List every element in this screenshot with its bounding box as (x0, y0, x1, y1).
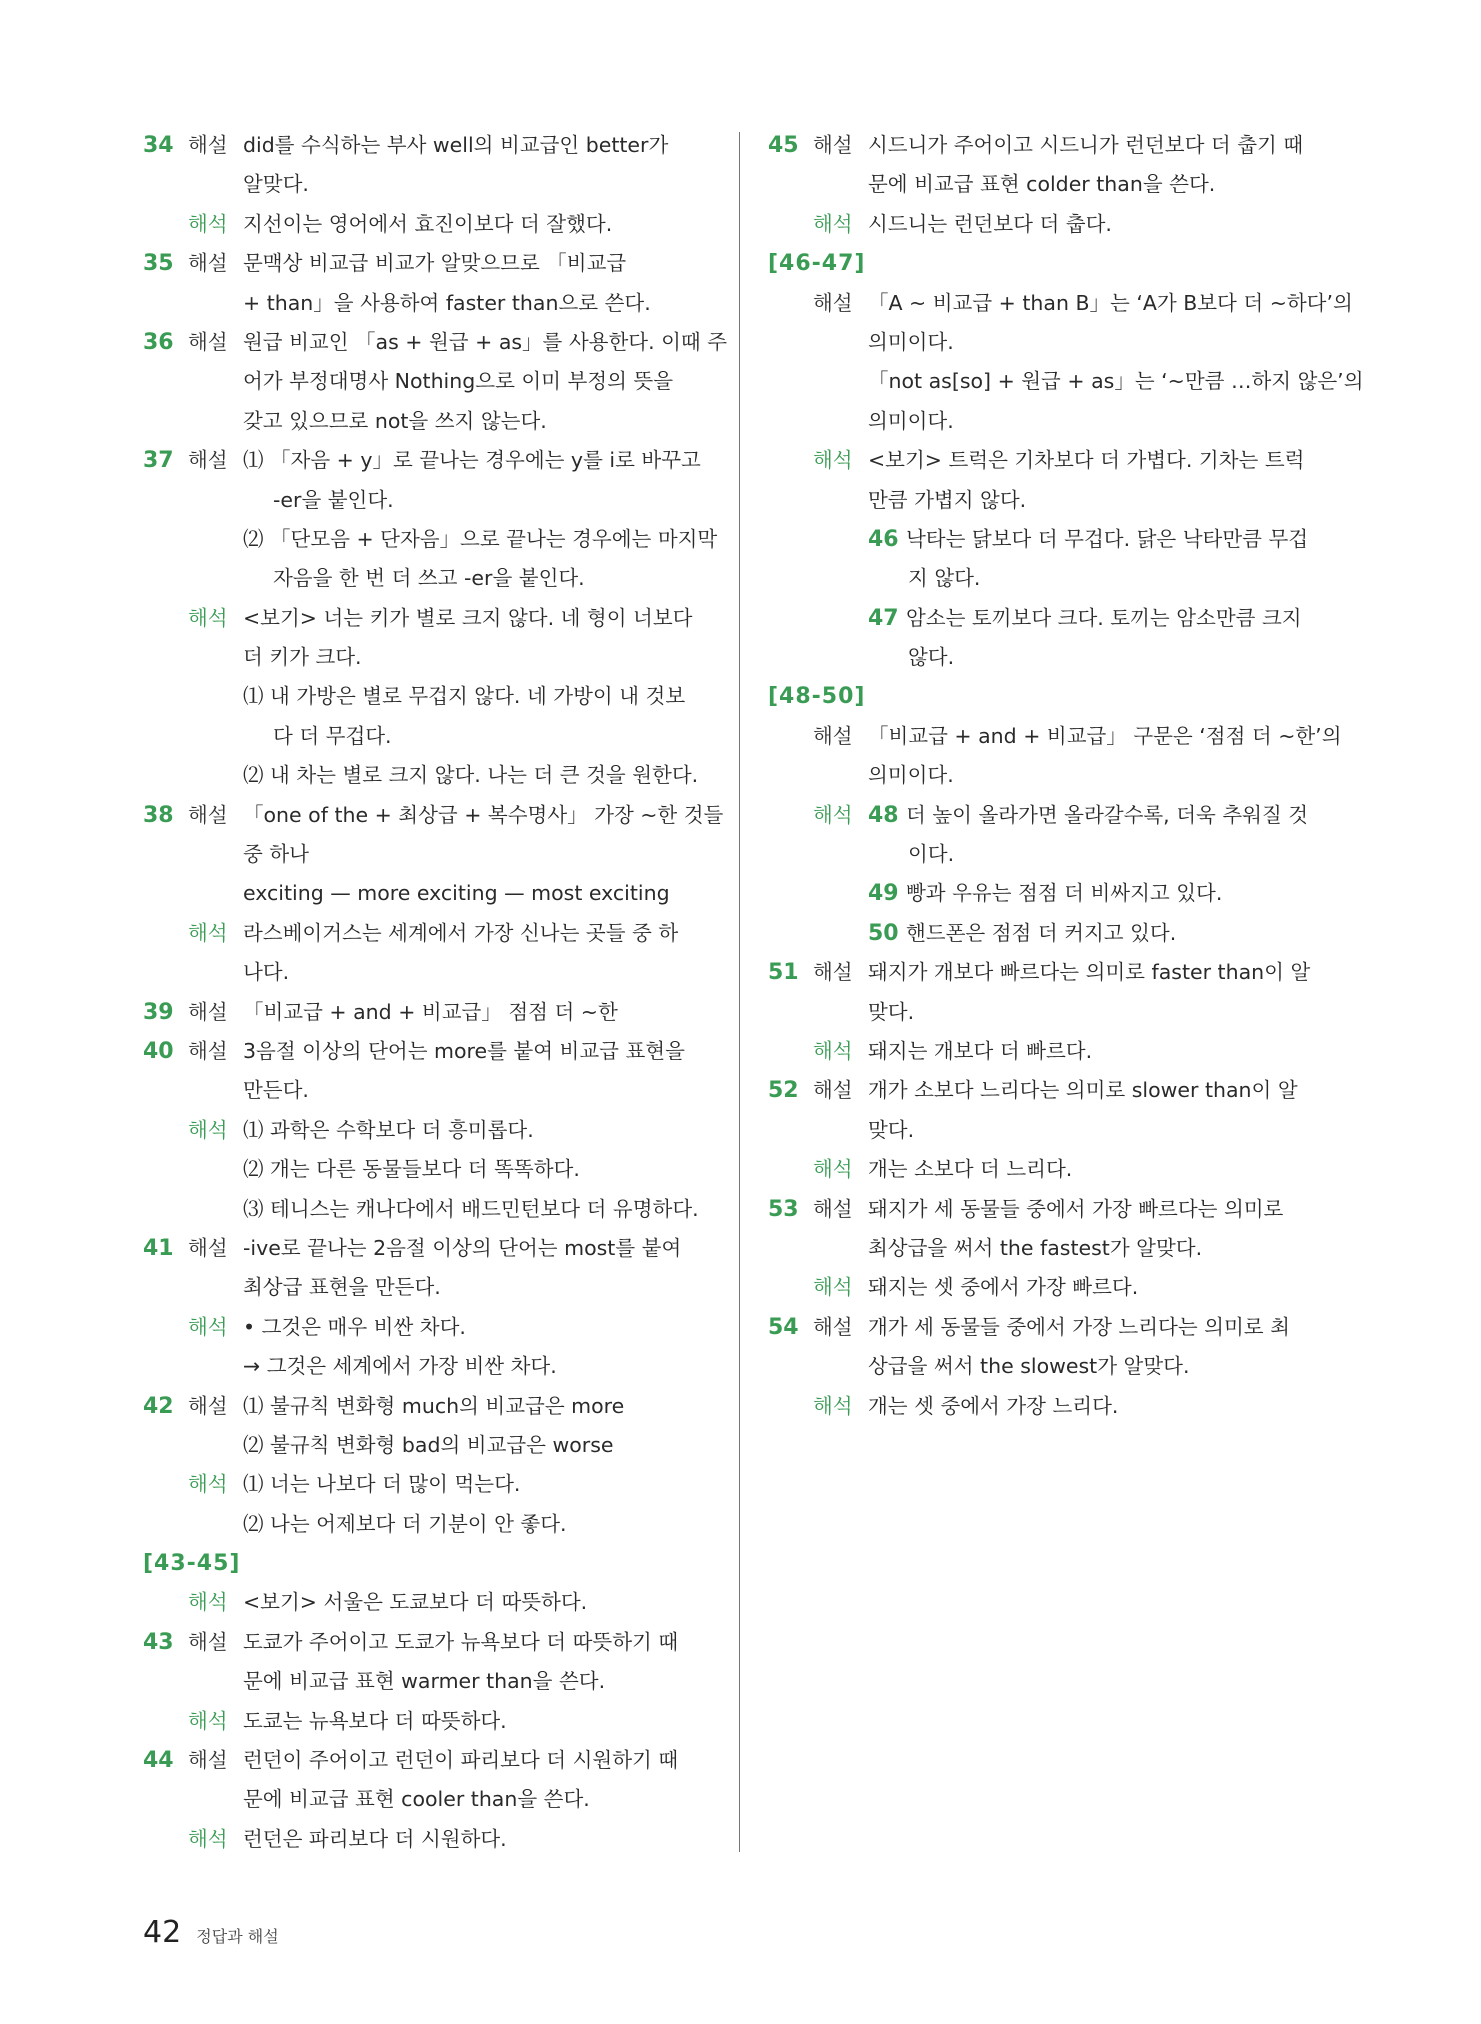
question-number: 42 (143, 1393, 174, 1419)
line-text: 돼지가 개보다 빠르다는 의미로 faster than이 알 (868, 960, 1311, 985)
explanation-label: 해설 (188, 1235, 228, 1260)
text-line (143, 284, 703, 323)
line-text: 의미이다. (868, 763, 954, 788)
text-line (768, 1268, 1333, 1307)
explanation-label: 해설 (188, 251, 228, 276)
text-line (768, 638, 1333, 677)
text-line (768, 481, 1333, 520)
translation-label: 해석 (188, 1314, 228, 1339)
line-text: ⑴ 불규칙 변화형 much의 비교급은 more (243, 1393, 625, 1418)
line-text: 만큼 가볍지 않다. (868, 487, 1027, 512)
line-text: 개가 소보다 느리다는 의미로 slower than이 알 (868, 1078, 1298, 1103)
text-line (768, 835, 1333, 874)
section-header (768, 244, 1333, 283)
explanation-label: 해설 (188, 448, 228, 473)
line-text: • 그것은 매우 비싼 차다. (243, 1314, 466, 1339)
translation-label: 해석 (813, 1038, 853, 1063)
explanation-label: 해설 (813, 133, 853, 157)
line-text: 시드니는 런던보다 더 춥다. (868, 211, 1112, 236)
line-text: <보기> 트럭은 기차보다 더 가볍다. 기차는 트럭 (868, 448, 1305, 473)
line-text: <보기> 너는 키가 별로 크지 않다. 네 형이 너보다 (243, 605, 693, 630)
text-line (143, 835, 703, 874)
text-line (768, 323, 1333, 362)
line-text: 「not as[so] + 원급 + as」는 ‘~만큼 …하지 않은’의 (868, 369, 1364, 394)
line-text: 더 키가 크다. (243, 645, 362, 670)
line-text: 암소는 토끼보다 크다. 토끼는 암소만큼 크지 (906, 605, 1302, 630)
question-number: 38 (143, 802, 174, 828)
text-line (768, 717, 1342, 756)
text-line (143, 717, 703, 756)
line-text: 다 더 무겁다. (273, 723, 392, 748)
translation-label: 해석 (813, 1157, 853, 1182)
line-text: 맞다. (868, 1117, 915, 1142)
translation-label: 해석 (188, 920, 228, 945)
question-number: 34 (143, 133, 174, 158)
text-line (768, 1071, 1333, 1110)
line-text: 돼지는 셋 중에서 가장 빠르다. (868, 1275, 1139, 1300)
explanation-label: 해설 (188, 999, 228, 1024)
text-line (143, 796, 724, 835)
text-line (768, 126, 1333, 165)
section-header (768, 677, 1333, 716)
line-text: ⑵ 개는 다른 동물들보다 더 똑똑하다. (243, 1157, 580, 1182)
text-line (143, 1229, 703, 1268)
text-line (143, 1505, 703, 1544)
text-line (143, 1465, 703, 1504)
text-line (768, 1347, 1333, 1386)
text-line (768, 756, 1333, 795)
line-text: 시드니가 주어이고 시드니가 런던보다 더 춥기 때 (868, 133, 1304, 157)
line-text: 「비교급 + and + 비교급」 점점 더 ~한 (243, 999, 618, 1024)
translation-label: 해석 (188, 1708, 228, 1733)
page-number: 42 (143, 1915, 182, 1950)
text-line (143, 481, 703, 520)
translation-label: 해석 (813, 802, 853, 827)
question-number: 41 (143, 1235, 174, 1261)
question-number: 35 (143, 251, 174, 277)
text-line (143, 1387, 703, 1426)
text-line (143, 1583, 703, 1622)
line-text: 도쿄가 주어이고 도쿄가 뉴욕보다 더 따뜻하기 때 (243, 1629, 679, 1654)
line-text: 갖고 있으므로 not을 쓰지 않는다. (243, 408, 547, 433)
text-line (768, 1387, 1333, 1426)
explanation-label: 해설 (188, 1038, 228, 1063)
line-text: + than」을 사용하여 faster than으로 쓴다. (243, 290, 651, 315)
text-line (768, 993, 1333, 1032)
line-text: 의미이다. (868, 329, 954, 354)
text-line (143, 1268, 703, 1307)
explanation-label: 해설 (813, 1078, 853, 1103)
text-line (143, 362, 703, 401)
text-line (143, 1347, 703, 1386)
group-range-label: [43-45] (143, 1551, 241, 1577)
sub-question-number: 50 (868, 920, 899, 946)
explanation-label: 해설 (813, 723, 853, 748)
text-line (143, 323, 728, 362)
question-number: 40 (143, 1038, 174, 1064)
text-line (768, 1111, 1333, 1150)
line-text: ⑶ 테니스는 캐나다에서 배드민턴보다 더 유명하다. (243, 1196, 699, 1221)
line-text: 최상급 표현을 만든다. (243, 1275, 441, 1300)
page-title: 정답과 해설 (196, 1927, 279, 1946)
translation-label: 해석 (813, 211, 853, 236)
text-line (143, 1308, 703, 1347)
text-line (143, 1820, 703, 1859)
line-text: 더 높이 올라가면 올라갈수록, 더욱 추워질 것 (906, 802, 1309, 827)
text-line (143, 1780, 703, 1819)
page-footer (143, 1915, 279, 1950)
line-text: ⑵ 내 차는 별로 크지 않다. 나는 더 큰 것을 원한다. (243, 763, 699, 788)
text-line (768, 914, 1333, 953)
text-line (768, 874, 1333, 913)
right-column (768, 126, 1364, 1426)
line-text: 의미이다. (868, 408, 954, 433)
line-text: -ive로 끝나는 2음절 이상의 단어는 most를 붙여 (243, 1235, 682, 1260)
question-number: 37 (143, 448, 174, 474)
translation-label: 해석 (813, 1275, 853, 1300)
line-text: 런던은 파리보다 더 시원하다. (243, 1826, 507, 1851)
explanation-label: 해설 (188, 329, 228, 354)
line-text: 문에 비교급 표현 colder than을 쓴다. (868, 172, 1216, 197)
explanation-label: 해설 (188, 1629, 228, 1654)
text-line (143, 165, 703, 204)
explanation-label: 해설 (188, 802, 228, 827)
text-line (768, 1150, 1333, 1189)
line-text: 않다. (908, 645, 955, 670)
text-line (143, 1741, 703, 1780)
explanation-label: 해설 (813, 1314, 853, 1339)
translation-label: 해석 (188, 1826, 228, 1851)
translation-label: 해석 (188, 1117, 228, 1142)
text-line (143, 402, 703, 441)
text-line (143, 244, 703, 283)
line-text: 돼지가 세 동물들 중에서 가장 빠르다는 의미로 (868, 1196, 1284, 1221)
text-line (768, 1229, 1333, 1268)
line-text: 자음을 한 번 더 쓰고 -er을 붙인다. (273, 566, 585, 591)
text-line (768, 1032, 1333, 1071)
group-range-label: [48-50] (768, 684, 866, 710)
line-text: 원급 비교인 「as + 원급 + as」를 사용한다. 이때 주 (243, 329, 728, 354)
text-line (768, 205, 1333, 244)
text-line (143, 441, 703, 480)
text-line (143, 953, 703, 992)
line-text: 개는 셋 중에서 가장 느리다. (868, 1393, 1119, 1418)
explanation-label: 해설 (813, 960, 853, 985)
text-line (143, 1702, 703, 1741)
question-number: 53 (768, 1196, 799, 1222)
text-line (768, 599, 1333, 638)
explanation-label: 해설 (188, 133, 228, 157)
line-text: ⑴ 「자음 + y」로 끝나는 경우에는 y를 i로 바꾸고 (243, 448, 701, 473)
line-text: 지선이는 영어에서 효진이보다 더 잘했다. (243, 211, 613, 236)
text-line (768, 1308, 1333, 1347)
line-text: 「one of the + 최상급 + 복수명사」 가장 ~한 것들 (243, 802, 724, 827)
line-text: 도쿄는 뉴욕보다 더 따뜻하다. (243, 1708, 507, 1733)
text-line (143, 1071, 703, 1110)
text-line (143, 1426, 703, 1465)
line-text: ⑴ 내 가방은 별로 무겁지 않다. 네 가방이 내 것보 (243, 684, 686, 709)
line-text: 돼지는 개보다 더 빠르다. (868, 1038, 1093, 1063)
explanation-label: 해설 (188, 1748, 228, 1773)
text-line (143, 914, 703, 953)
line-text: 상급을 써서 the slowest가 알맞다. (868, 1354, 1190, 1379)
line-text: did를 수식하는 부사 well의 비교급인 better가 (243, 133, 669, 157)
line-text: 3음절 이상의 단어는 more를 붙여 비교급 표현을 (243, 1038, 685, 1063)
text-line (143, 126, 703, 165)
text-line (768, 402, 1333, 441)
line-text: ⑴ 너는 나보다 더 많이 먹는다. (243, 1472, 521, 1497)
text-line (768, 953, 1333, 992)
column-divider (739, 132, 740, 1852)
line-text: 문에 비교급 표현 warmer than을 쓴다. (243, 1669, 606, 1694)
section-header (143, 1544, 703, 1583)
line-text: 빵과 우유는 점점 더 비싸지고 있다. (906, 881, 1223, 906)
text-line (768, 165, 1333, 204)
line-text: 라스베이거스는 세계에서 가장 신나는 곳들 중 하 (243, 920, 679, 945)
translation-label: 해석 (188, 605, 228, 630)
translation-label: 해석 (813, 1393, 853, 1418)
line-text: 개는 소보다 더 느리다. (868, 1157, 1073, 1182)
text-line (143, 874, 703, 913)
line-text: 문맥상 비교급 비교가 알맞으므로 「비교급 (243, 251, 627, 276)
line-text: → 그것은 세계에서 가장 비싼 차다. (243, 1354, 557, 1379)
line-text: 나다. (243, 960, 290, 985)
line-text: 만든다. (243, 1078, 309, 1103)
text-line (143, 1623, 703, 1662)
line-text: 맞다. (868, 999, 915, 1024)
text-line (143, 1190, 703, 1229)
line-text: 개가 세 동물들 중에서 가장 느리다는 의미로 최 (868, 1314, 1290, 1339)
text-line (143, 756, 703, 795)
line-text: ⑵ 「단모음 + 단자음」으로 끝나는 경우에는 마지막 (243, 526, 718, 551)
text-line (143, 520, 718, 559)
line-text: <보기> 서울은 도쿄보다 더 따뜻하다. (243, 1590, 588, 1615)
text-line (768, 284, 1353, 323)
line-text: 최상급을 써서 the fastest가 알맞다. (868, 1235, 1203, 1260)
text-line (768, 362, 1364, 401)
translation-label: 해석 (813, 448, 853, 473)
text-line (768, 520, 1333, 559)
text-line (143, 205, 703, 244)
left-column (143, 126, 728, 1859)
line-text: ⑵ 불규칙 변화형 bad의 비교급은 worse (243, 1432, 614, 1457)
text-line (143, 677, 703, 716)
line-text: 「비교급 + and + 비교급」 구문은 ‘점점 더 ~한’의 (868, 723, 1342, 748)
line-text: 문에 비교급 표현 cooler than을 쓴다. (243, 1787, 590, 1812)
question-number: 44 (143, 1748, 174, 1774)
text-line (143, 559, 703, 598)
question-number: 39 (143, 999, 174, 1025)
question-number: 43 (143, 1629, 174, 1655)
question-number: 36 (143, 329, 174, 355)
explanation-label: 해설 (813, 1196, 853, 1221)
translation-label: 해석 (188, 1472, 228, 1497)
translation-label: 해석 (188, 1590, 228, 1615)
text-line (768, 441, 1333, 480)
text-line (143, 1150, 703, 1189)
text-line (143, 1662, 703, 1701)
question-number: 51 (768, 960, 799, 986)
text-line (143, 1111, 703, 1150)
group-range-label: [46-47] (768, 251, 866, 277)
translation-label: 해석 (188, 211, 228, 236)
text-line (768, 796, 1333, 835)
line-text: 지 않다. (908, 566, 981, 591)
text-line (768, 559, 1333, 598)
explanation-label: 해설 (188, 1393, 228, 1418)
text-line (143, 638, 703, 677)
question-number: 52 (768, 1078, 799, 1104)
line-text: 알맞다. (243, 172, 309, 197)
line-text: 이다. (908, 842, 955, 867)
line-text: 런던이 주어이고 런던이 파리보다 더 시원하기 때 (243, 1748, 679, 1773)
line-text: 중 하나 (243, 842, 309, 867)
line-text: exciting — more exciting — most exciting (243, 881, 670, 906)
sub-question-number: 48 (868, 802, 899, 828)
line-text: ⑴ 과학은 수학보다 더 흥미롭다. (243, 1117, 534, 1142)
line-text: ⑵ 나는 어제보다 더 기분이 안 좋다. (243, 1511, 567, 1536)
text-line (143, 1032, 703, 1071)
question-number: 54 (768, 1314, 799, 1340)
sub-question-number: 46 (868, 526, 899, 552)
line-text: 낙타는 닭보다 더 무겁다. 닭은 낙타만큼 무겁 (906, 526, 1309, 551)
text-line (143, 993, 703, 1032)
line-text: 어가 부정대명사 Nothing으로 이미 부정의 뜻을 (243, 369, 674, 394)
question-number: 45 (768, 133, 799, 158)
sub-question-number: 49 (868, 881, 899, 907)
line-text: 핸드폰은 점점 더 커지고 있다. (906, 920, 1177, 945)
line-text: -er을 붙인다. (273, 487, 394, 512)
text-line (768, 1190, 1333, 1229)
text-line (143, 599, 703, 638)
sub-question-number: 47 (868, 605, 899, 631)
explanation-label: 해설 (813, 290, 853, 315)
line-text: 「A ~ 비교급 + than B」는 ‘A가 B보다 더 ~하다’의 (868, 290, 1353, 315)
